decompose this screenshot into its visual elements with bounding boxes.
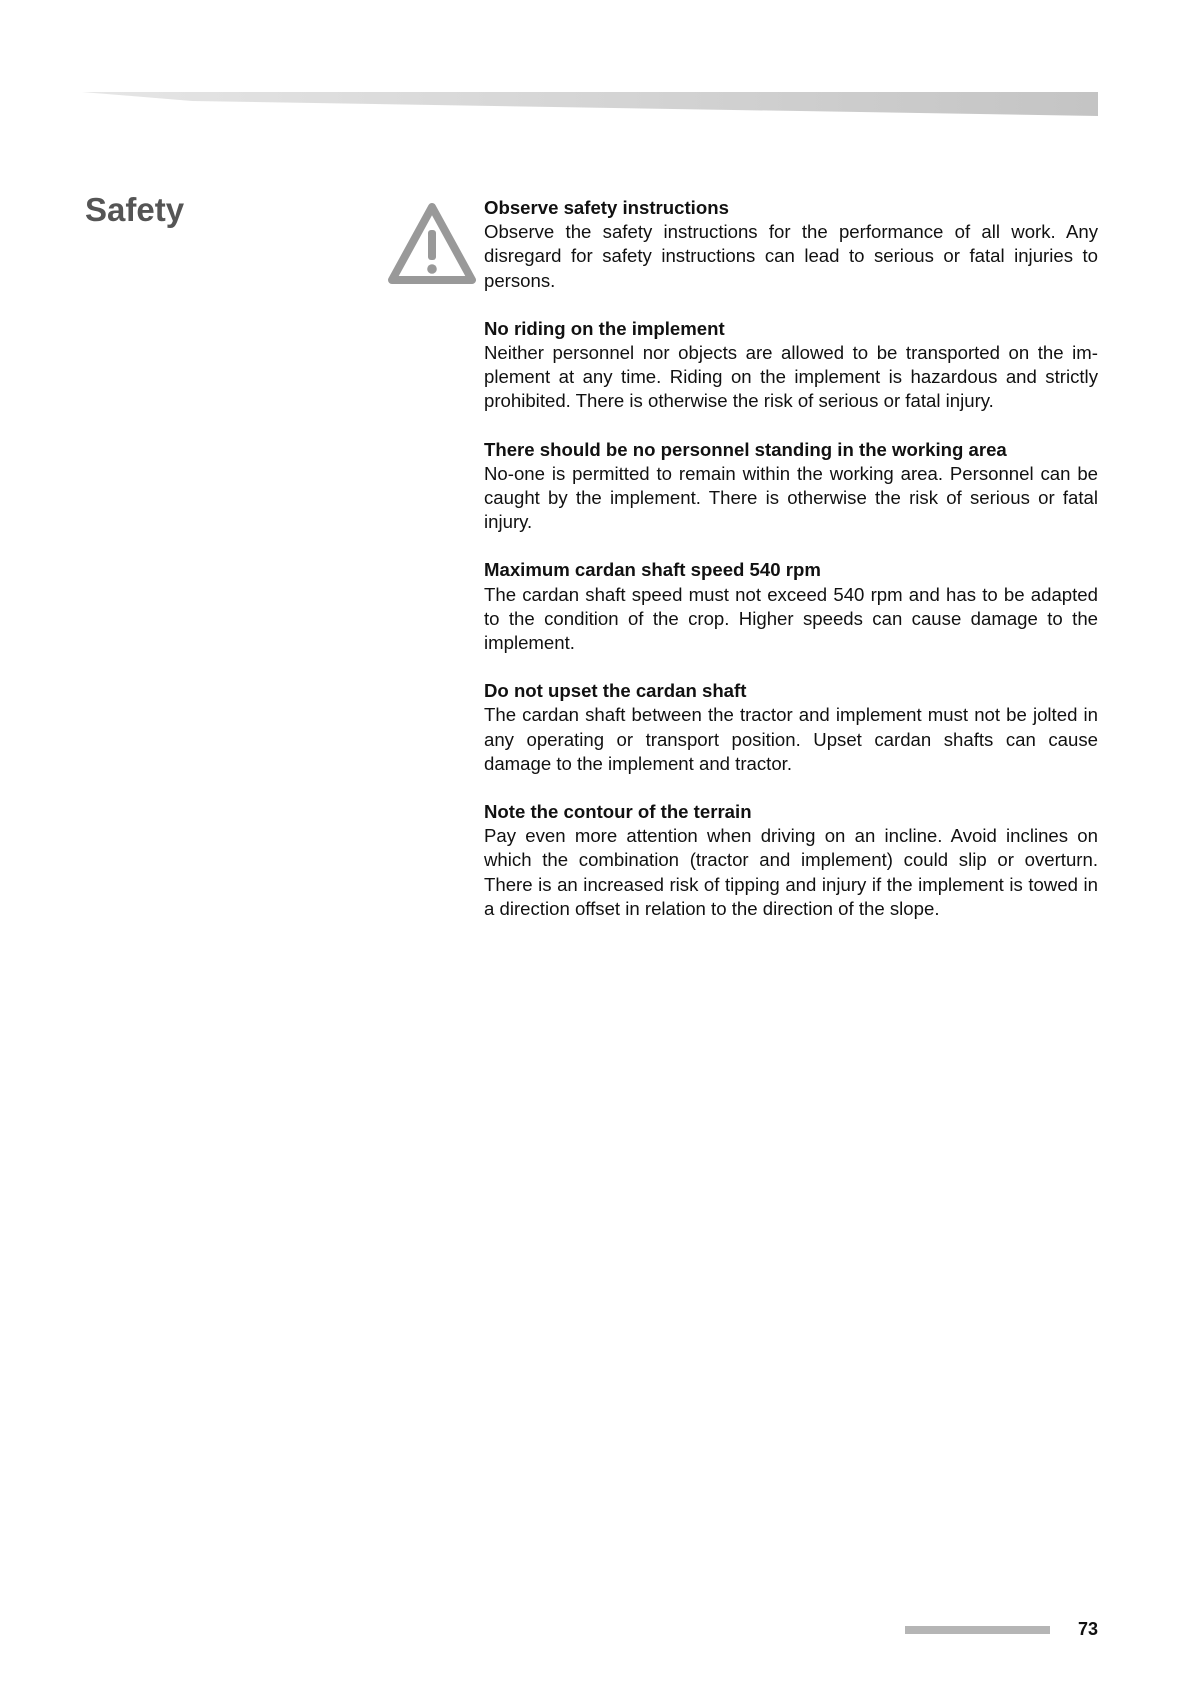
header-band [82,90,1098,116]
safety-block [484,317,1098,414]
block-body: Observe the safety instructions for the performance of all work. Any disregard for safety instructions can lead to serious or fatal injuries to persons. [484,221,1098,291]
block-body: No-one is permitted to remain within the working area. Personnel can be caught by the implement. There is otherwise the risk of serious or fatal injury. [484,462,1098,533]
block-heading: Do not upset the cardan shaft [484,680,747,702]
block-body: Neither personnel nor objects are allowed to be transported on the implement at any time. Riding on the implement is hazardous and strictly prohibited. There is otherwise the risk of serious or fatal injury. [484,342,1098,412]
block-heading: Observe safety instructions [484,197,729,218]
safety-block [484,438,1098,535]
warning-triangle-icon [386,200,478,288]
block-heading: There should be no personnel standing in the working area [484,438,1007,460]
safety-block [484,679,1098,776]
safety-block [484,800,1098,921]
block-heading: No riding on the implement [484,317,725,339]
block-body: The cardan shaft between the tractor and implement must not be jolted in any operating or transport position. Upset cardan shafts can cause damage to the implement and tractor. [484,704,1098,774]
block-heading: Maximum cardan shaft speed 540 rpm [484,559,821,581]
block-body: The cardan shaft speed must not exceed 540 rpm and has to be adapted to the condition of the crop. Higher speeds can cause damage to the implement. [484,583,1098,654]
safety-block [484,558,1098,655]
footer-bar [905,1626,1050,1634]
page-number: 73 [1077,1619,1098,1639]
section-title: Safety [85,191,185,228]
block-body: Pay even more attention when driving on an incline. Avoid inclines on which the combination (tractor and implement) could slip or overturn. There is an increased risk of tipping and injury if the implement is towed in a direction offset in relation to the direction of the slope. [484,825,1098,919]
safety-block [484,196,1098,293]
block-heading: Note the contour of the terrain [484,801,752,823]
safety-instructions [484,196,1098,945]
